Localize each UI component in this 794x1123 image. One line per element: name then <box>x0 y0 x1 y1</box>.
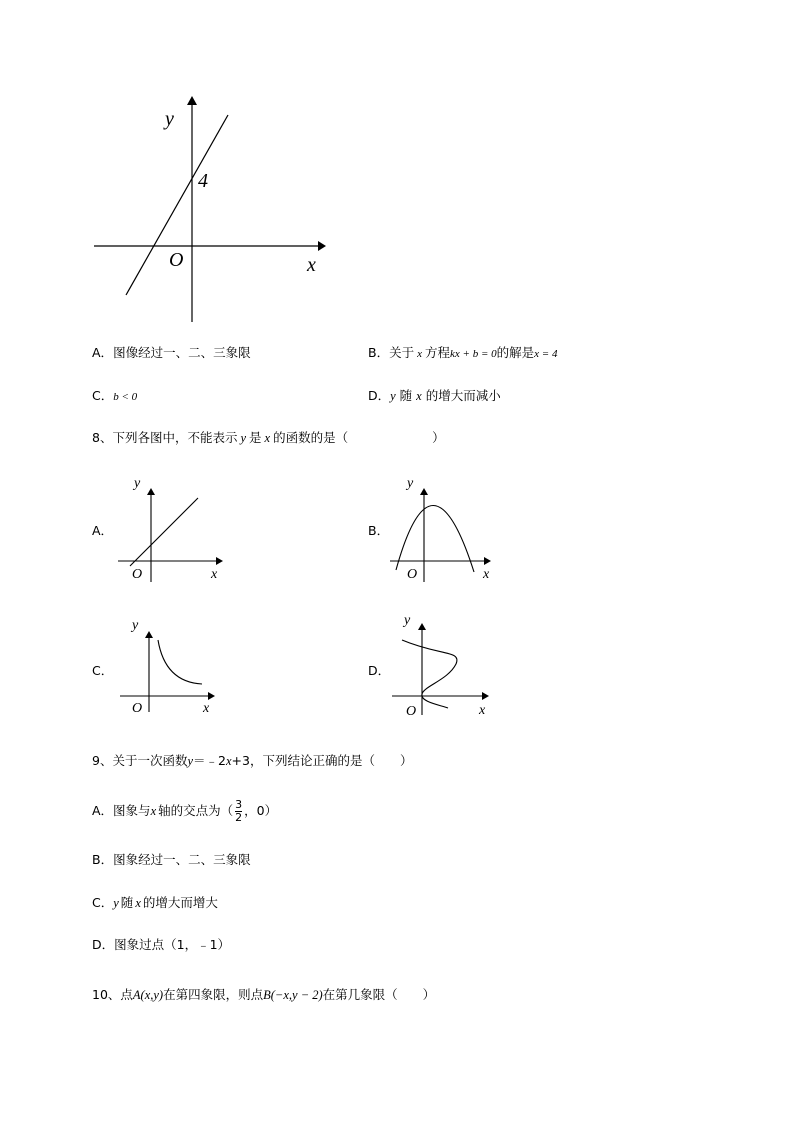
q8-stem: 8、下列各图中，不能表示 y 是 x 的函数的是（ ） <box>92 430 445 445</box>
q8-option-a-label[interactable]: A． <box>92 523 114 538</box>
q9-option-c[interactable]: C．y 随 x 的增大而增大 <box>92 895 218 910</box>
q9-stem: 9、关于一次函数y＝﹣2x+3，下列结论正确的是（ ） <box>92 753 413 768</box>
q8a-x-label: x <box>211 567 218 582</box>
q7-option-c[interactable]: C．b < 0 <box>92 388 138 403</box>
q8-option-c-label[interactable]: C． <box>92 663 114 678</box>
q8b-origin-label: O <box>407 567 418 582</box>
q7-x-label: x <box>307 254 316 276</box>
q10-stem: 10、点A(x,y)在第四象限，则点B(−x,y − 2)在第几象限（ ） <box>92 987 436 1002</box>
q7-option-d[interactable]: D．y 随 x 的增大而减小 <box>368 388 501 403</box>
q8d-x-arrow-icon <box>482 692 489 700</box>
q8d-curve <box>402 640 457 708</box>
q9-fraction: $\frac{3}{2}$ <box>235 798 243 824</box>
q8c-y-label: y <box>132 618 139 633</box>
q9-option-d[interactable]: D．图象过点（1，﹣1） <box>92 937 231 952</box>
q8d-origin-label: O <box>406 704 417 719</box>
q7-origin-label: O <box>169 249 184 271</box>
q8-option-b-label[interactable]: B． <box>368 523 390 538</box>
q8d-x-label: x <box>479 703 486 718</box>
q8b-x-label: x <box>483 567 490 582</box>
q7-option-a[interactable]: A．图像经过一、二、三象限 <box>92 345 251 360</box>
q7-y-label: y <box>165 108 174 130</box>
q8d-y-arrow-icon <box>418 623 426 630</box>
q8d-y-label: y <box>404 613 411 628</box>
q7-option-b[interactable]: B．关于 x 方程kx + b = 0的解是x = 4 <box>368 345 558 360</box>
q7-intercept-label: 4 <box>198 170 208 192</box>
q8a-y-label: y <box>134 476 141 491</box>
q9-option-b[interactable]: B．图象经过一、二、三象限 <box>92 852 251 867</box>
q8c-origin-label: O <box>132 701 143 716</box>
q8c-x-label: x <box>203 701 210 716</box>
q8-option-d-label[interactable]: D． <box>368 663 391 678</box>
q9-option-a[interactable]: A．图象与x 轴的交点为（ $\frac{3}{2}$ ，0） <box>92 798 278 824</box>
q8b-y-label: y <box>407 476 414 491</box>
q8a-origin-label: O <box>132 567 143 582</box>
